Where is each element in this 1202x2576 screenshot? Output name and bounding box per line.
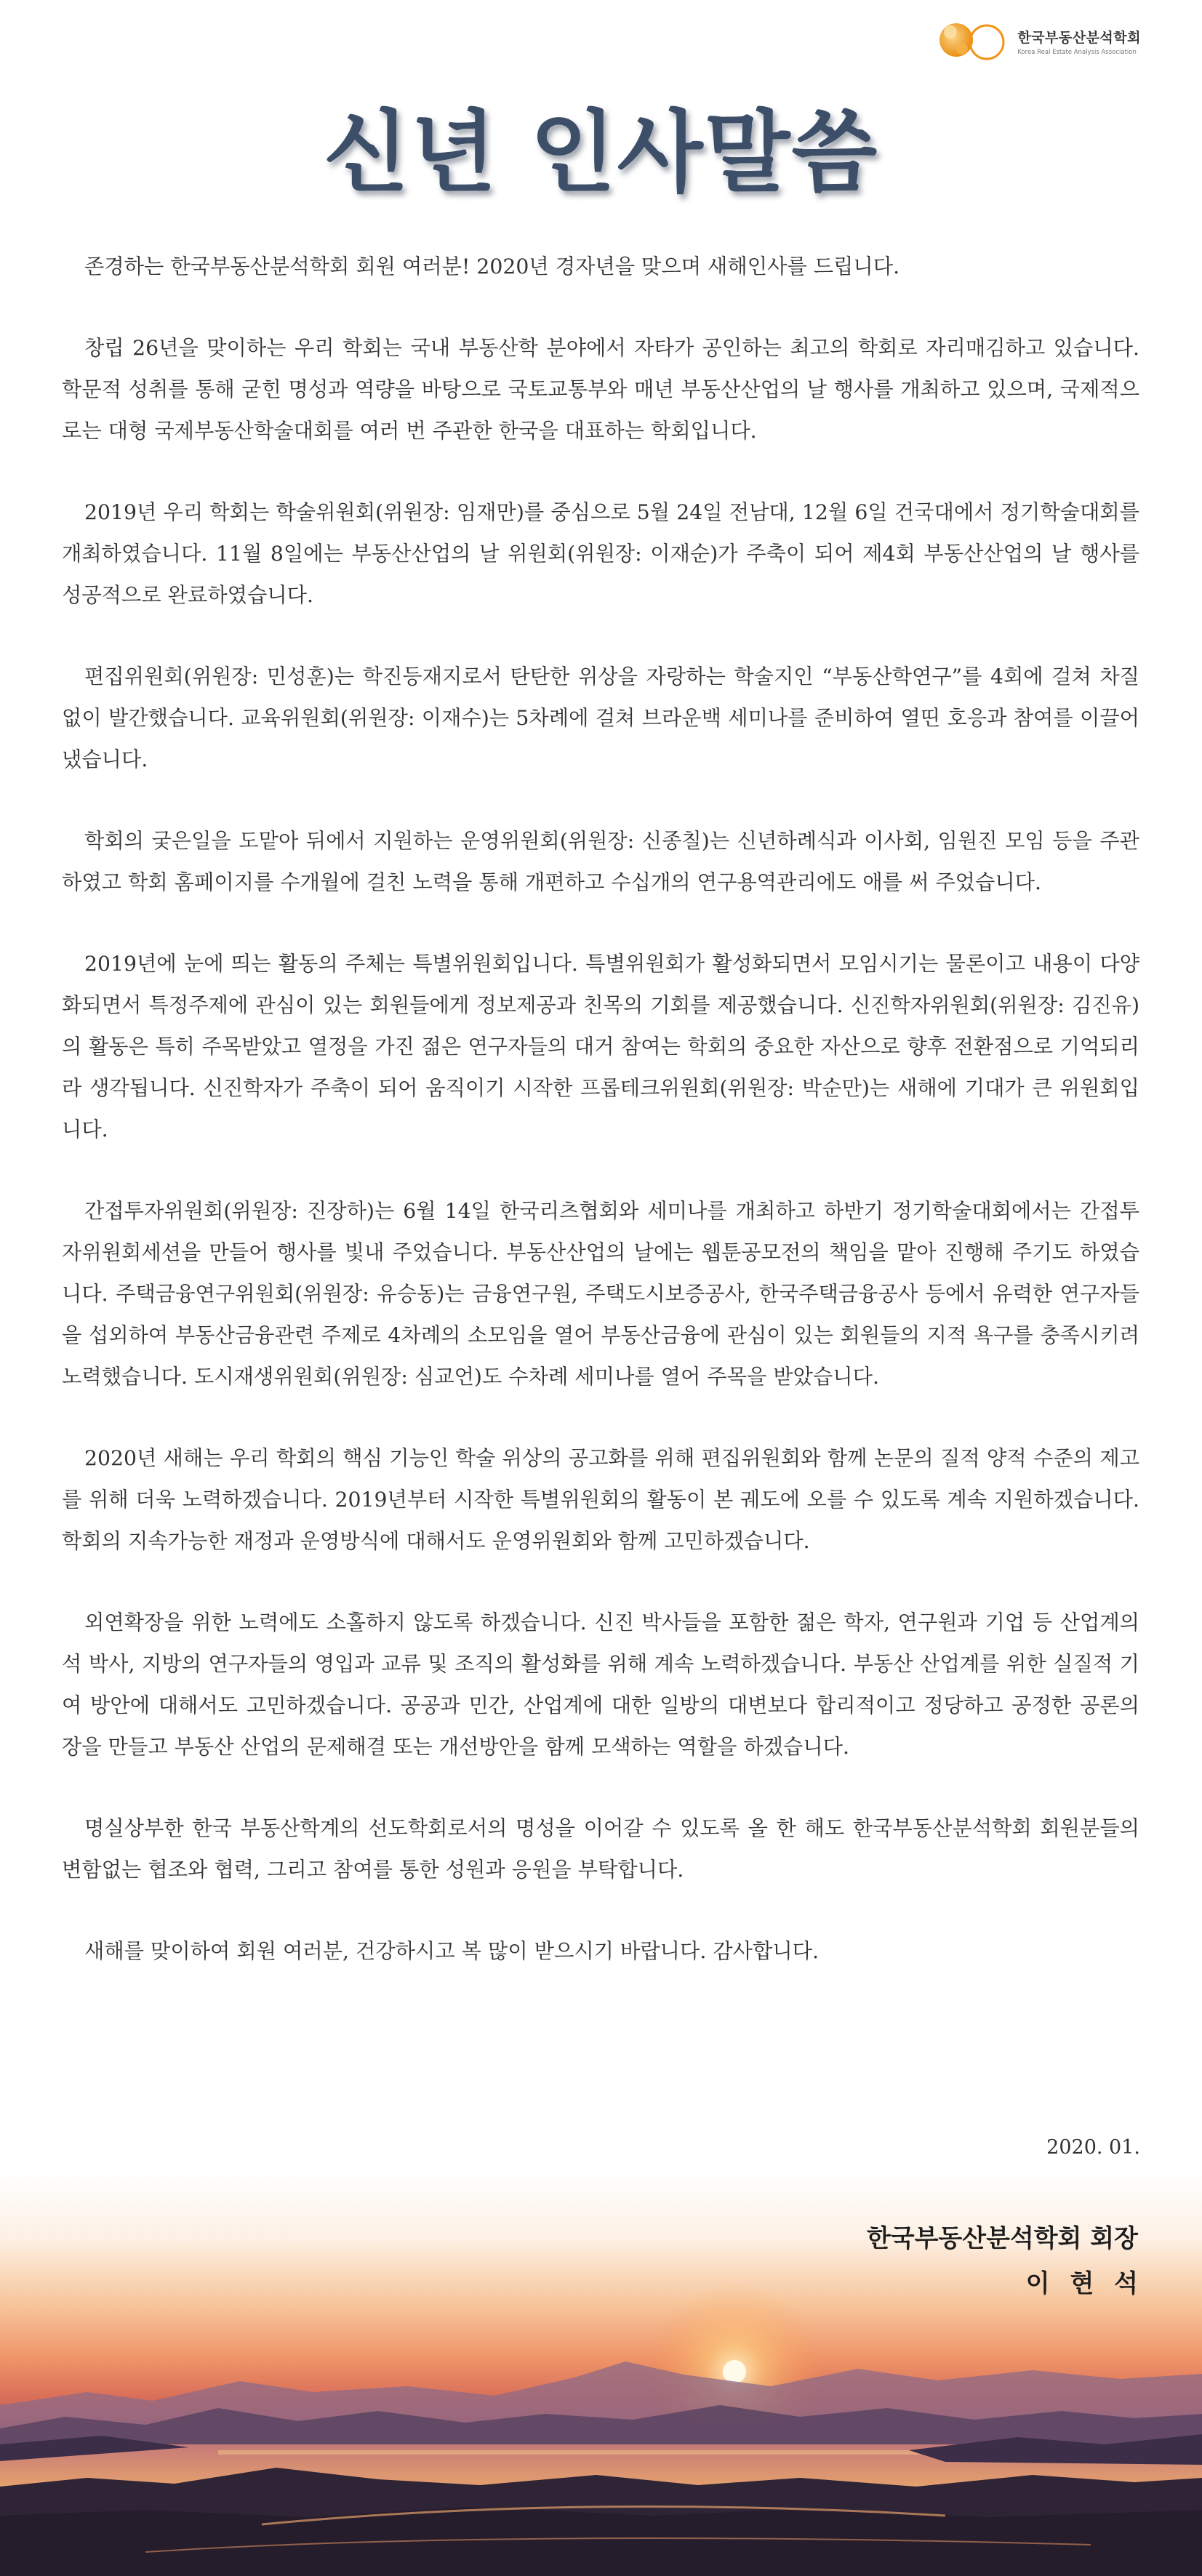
letter-date: 2020. 01. — [1046, 2136, 1140, 2159]
signature-block — [866, 2216, 1144, 2306]
paragraph-special-committees: 2019년에 눈에 띄는 활동의 주체는 특별위원회입니다. 특별위원회가 활성화되면서 모임시기는 물론이고 내용이 다양화되면서 특정주제에 관심이 있는 회원들에게 정보제공과 친목의 기회를 제공했습니다. 신진학자위원회(위원장: 김진유)의 활동은 특히 주목받았고 열정을 가진 젊은 연구자들의 대거 참여는 학회의 중요한 자산으로 향후 전환점으로 기억되리라 생각됩니다. 신진학자가 주축이 되어 움직이기 시작한 프롭테크위원회(위원장: 박순만)는 새해에 기대가 큰 위원회입니다. — [62, 952, 1139, 1141]
paragraph-greeting: 존경하는 한국부동산분석학회 회원 여러분! 2020년 경자년을 맞으며 새해인사를 드립니다. — [84, 254, 900, 278]
page-title: 신년 인사말씀 — [323, 101, 879, 204]
paragraph-operations: 학회의 궂은일을 도맡아 뒤에서 지원하는 운영위원회(위원장: 신종칠)는 신년하례식과 이사회, 임원진 모임 등을 주관하였고 학회 홈페이지를 수개월에 걸친 노력을 통해 개편하고 수십개의 연구용역관리에도 애를 써 주었습니다. — [62, 829, 1139, 894]
paragraph-2019-academic: 2019년 우리 학회는 학술위원회(위원장: 임재만)를 중심으로 5월 24일 전남대, 12월 6일 건국대에서 정기학술대회를 개최하였습니다. 11월 8일에는 부동산산업의 날 위원회(위원장: 이재순)가 주축이 되어 제4회 부동산산업의 날 행사를 성공적으로 완료하였습니다. — [62, 500, 1139, 607]
letter-body — [62, 246, 1139, 2012]
paragraph-request: 명실상부한 한국 부동산학계의 선도학회로서의 명성을 이어갈 수 있도록 올 한 해도 한국부동산분석학회 회원분들의 변함없는 협조와 협력, 그리고 참여를 통한 성원과 응원을 부탁합니다. — [62, 1816, 1139, 1882]
association-logo — [934, 16, 1141, 67]
paragraph-indirect-investment: 간접투자위원회(위원장: 진장하)는 6월 14일 한국리츠협회와 세미나를 개최하고 하반기 정기학술대회에서는 간접투자위원회세션을 만들어 행사를 빛내 주었습니다. 부동산산업의 날에는 웹툰공모전의 책임을 맡아 진행해 주기도 하였습니다. 주택금융연구위원회(위원장: 유승동)는 금융연구원, 주택도시보증공사, 한국주택금융공사 등에서 유력한 연구자들을 섭외하여 부동산금융관련 주제로 4차례의 소모임을 열어 부동산금융에 관심이 있는 회원들의 지적 욕구를 충족시키려 노력했습니다. 도시재생위원회(위원장: 심교언)도 수차례 세미나를 열어 주목을 받았습니다. — [62, 1199, 1139, 1389]
logo-korean-name: 한국부동산분석학회 — [1017, 30, 1141, 46]
signature-title: 한국부동산분석학회 회장 — [866, 2224, 1138, 2253]
paragraph-2020-plans: 2020년 새해는 우리 학회의 핵심 기능인 학술 위상의 공고화를 위해 편집위원회와 함께 논문의 질적 양적 수준의 제고를 위해 더욱 노력하겠습니다. 2019년부터 시작한 특별위원회의 활동이 본 궤도에 오를 수 있도록 계속 지원하겠습니다. 학회의 지속가능한 재정과 운영방식에 대해서도 운영위원회와 함께 고민하겠습니다. — [62, 1446, 1139, 1553]
logo-english-name: Korea Real Estate Analysis Association — [1017, 49, 1137, 56]
association-logo-icon — [934, 16, 1011, 67]
paragraph-outreach: 외연확장을 위한 노력에도 소홀하지 않도록 하겠습니다. 신진 박사들을 포함한 젊은 학자, 연구원과 기업 등 산업계의 석 박사, 지방의 연구자들의 영입과 교류 및 조직의 활성화를 위해 계속 노력하겠습니다. 부동산 산업계를 위한 실질적 기여 방안에 대해서도 고민하겠습니다. 공공과 민간, 산업계에 대한 일방의 대변보다 합리적이고 정당하고 공정한 공론의 장을 만들고 부동산 산업의 문제해결 또는 개선방안을 함께 모색하는 역할을 하겠습니다. — [62, 1610, 1139, 1759]
paragraph-closing: 새해를 맞이하여 회원 여러분, 건강하시고 복 많이 받으시기 바랍니다. 감사합니다. — [84, 1939, 819, 1963]
paragraph-editorial: 편집위원회(위원장: 민성훈)는 학진등재지로서 탄탄한 위상을 자랑하는 학술지인 “부동산학연구”를 4회에 걸쳐 차질없이 발간했습니다. 교육위원회(위원장: 이재수)는 5차례에 걸쳐 브라운백 세미나를 준비하여 열띤 호응과 참여를 이끌어냈습니다. — [62, 665, 1139, 771]
paragraph-history: 창립 26년을 맞이하는 우리 학회는 국내 부동산학 분야에서 자타가 공인하는 최고의 학회로 자리매김하고 있습니다. 학문적 성취를 통해 굳힌 명성과 역량을 바탕으로 국토교통부와 매년 부동산산업의 날 행사를 개최하고 있으며, 국제적으로는 대형 국제부동산학술대회를 여러 번 주관한 한국을 대표하는 학회입니다. — [62, 336, 1139, 443]
signature-name: 이 현 석 — [1025, 2269, 1144, 2298]
